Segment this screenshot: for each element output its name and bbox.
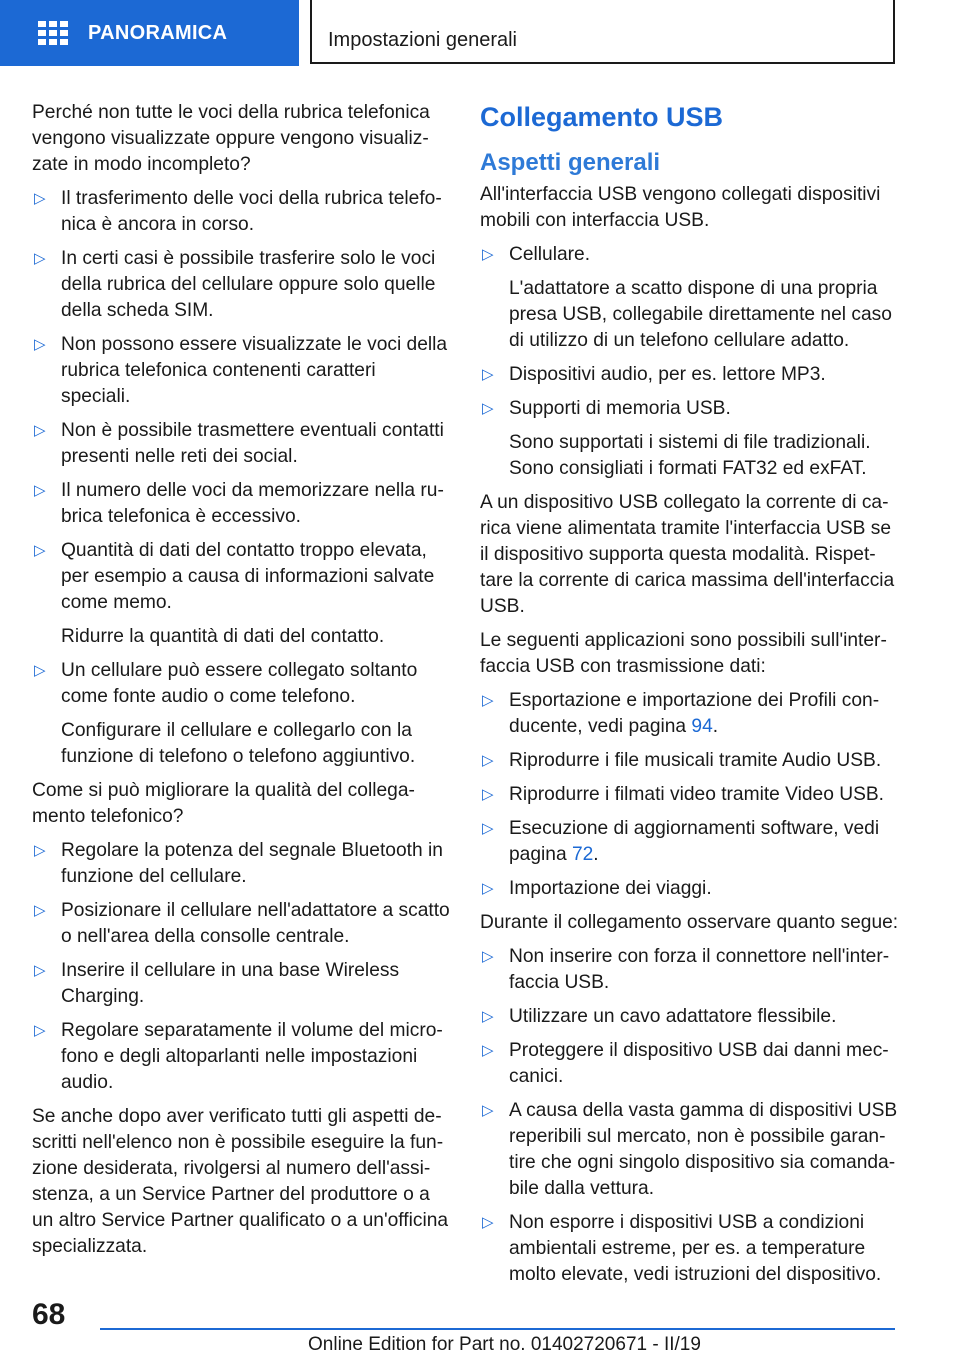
list-item: ▷ Riprodurre i filmati video tramite Video USB. [480, 782, 900, 808]
bullet-icon: ▷ [34, 190, 46, 207]
bullet-icon: ▷ [34, 422, 46, 439]
list-item: ▷ Cellulare. L'adattatore a scatto dispone di una propria presa USB, collegabile direttamente nel caso di utilizzo di un telefono cellulare adatto. [480, 242, 900, 354]
list-item-note: Ridurre la quantità di dati del contatto. [61, 626, 385, 647]
usb-applications-list [480, 688, 900, 902]
list-item: ▷ Dispositivi audio, per es. lettore MP3. [480, 362, 900, 388]
call-quality-list [32, 838, 450, 1096]
list-item: ▷ Riprodurre i file musicali tramite Audio USB. [480, 748, 900, 774]
list-item: ▷ Inserire il cellulare in una base Wireless Charging. [34, 960, 400, 1007]
bullet-icon: ▷ [34, 842, 46, 859]
charging-paragraph: A un dispositivo USB collegato la corrente di carica viene alimentata tramite l'interfaccia USB se il dispositivo supporta questa modalità. Rispettare la corrente di carica massima dell'interfaccia USB. [480, 492, 895, 617]
bullet-icon: ▷ [482, 786, 494, 803]
bullet-icon: ▷ [482, 1042, 494, 1059]
bullet-icon: ▷ [34, 482, 46, 499]
question-contacts: Perché non tutte le voci della rubrica telefonica vengono visualizzate oppure vengono visualizzate in modo incompleto? [32, 102, 430, 175]
list-item: ▷ A causa della vasta gamma di dispositivi USB reperibili sul mercato, non è possibile garantire che ogni singolo dispositivo sia comandabile dalla vettura. [482, 1100, 898, 1199]
bullet-icon: ▷ [482, 1102, 494, 1119]
overview-tab[interactable] [0, 0, 299, 66]
bullet-icon: ▷ [482, 692, 494, 709]
list-item: ▷ Non inserire con forza il connettore nell'interfaccia USB. [482, 946, 890, 993]
overview-tab-label: PANORAMICA [88, 21, 228, 44]
page-link-94[interactable]: 94 [691, 716, 713, 737]
bullet-icon: ▷ [482, 880, 494, 897]
list-item-note: Configurare il cellulare e collegarlo con la funzione di telefono o telefono aggiuntivo. [61, 720, 416, 767]
bullet-icon: ▷ [482, 246, 494, 263]
bullet-icon: ▷ [482, 752, 494, 769]
list-item: ▷ Supporti di memoria USB. Sono supportati i sistemi di file tradizionali. Sono consigliati i formati FAT32 ed exFAT. [480, 396, 900, 482]
list-item: ▷ Posizionare il cellulare nell'adattatore a scatto o nell'area della consolle centrale. [34, 900, 450, 947]
bullet-icon: ▷ [34, 250, 46, 267]
contacts-issues-list [32, 186, 450, 770]
list-item: ▷ Regolare la potenza del segnale Bluetooth in funzione del cellulare. [34, 840, 443, 887]
list-item: ▷ Un cellulare può essere collegato soltanto come fonte audio o come telefono. Configurare il cellulare e collegarlo con la funzione di telefono o telefono aggiuntivo. [32, 658, 450, 770]
left-column [32, 100, 450, 1268]
bullet-icon: ▷ [34, 662, 46, 679]
bullet-icon: ▷ [482, 948, 494, 965]
list-item: ▷ In certi casi è possibile trasferire solo le voci della rubrica del cellulare oppure solo quelle della scheda SIM. [34, 248, 436, 321]
question-call-quality: Come si può migliorare la qualità del collegamento telefonico? [32, 780, 415, 827]
list-item: ▷ Esecuzione di aggiornamenti software, vedi pagina 72. [482, 818, 880, 865]
usb-precautions-list [480, 944, 900, 1288]
bullet-icon: ▷ [482, 1008, 494, 1025]
bullet-icon: ▷ [34, 902, 46, 919]
grid-icon [38, 21, 68, 45]
closing-paragraph: Se anche dopo aver verificato tutti gli aspetti descritti nell'elenco non è possibile eseguire la funzione desiderata, rivolgersi al numero dell'assistenza, a un Service Partner del produttore o a un altro Service Partner qualificato o a un'officina specializzata. [32, 1106, 449, 1257]
bullet-icon: ▷ [34, 336, 46, 353]
page-link-72[interactable]: 72 [571, 844, 594, 865]
bullet-icon: ▷ [482, 1214, 494, 1231]
page-header [0, 0, 960, 66]
list-item: ▷ Non esporre i dispositivi USB a condizioni ambientali estreme, per es. a temperature molto elevate, vedi istruzioni del dispositivo. [482, 1212, 882, 1285]
bullet-icon: ▷ [34, 1022, 46, 1039]
bullet-icon: ▷ [482, 820, 494, 837]
list-item: ▷ Il numero delle voci da memorizzare nella rubrica telefonica è eccessivo. [34, 480, 444, 527]
usb-heading: Collegamento USB [480, 102, 724, 132]
right-column [480, 100, 900, 1296]
bullet-icon: ▷ [482, 400, 494, 417]
list-item-note: Sono supportati i sistemi di file tradizionali. Sono consigliati i formati FAT32 ed exFAT. [509, 432, 871, 479]
general-aspects-heading: Aspetti generali [480, 149, 661, 176]
list-item: ▷ Quantità di dati del contatto troppo elevata, per esempio a causa di informazioni salvate come memo. Ridurre la quantità di dati del contatto. [32, 538, 450, 650]
bullet-icon: ▷ [482, 366, 494, 383]
edition-footer: Online Edition for Part no. 01402720671 - II/19 [308, 1334, 701, 1355]
section-title: Impostazioni generali [310, 0, 895, 64]
bullet-icon: ▷ [34, 542, 46, 559]
list-item: ▷ Il trasferimento delle voci della rubrica telefonica è ancora in corso. [34, 188, 442, 235]
usb-devices-list [480, 242, 900, 482]
applications-paragraph: Le seguenti applicazioni sono possibili sull'interfaccia USB con trasmissione dati: [480, 630, 887, 677]
list-item: ▷ Regolare separatamente il volume del microfono e degli altoparlanti nelle impostazioni audio. [34, 1020, 443, 1093]
list-item: ▷ Importazione dei viaggi. [480, 876, 900, 902]
list-item: ▷ Esportazione e importazione dei Profili conducente, vedi pagina 94. [482, 690, 880, 737]
list-item: ▷ Proteggere il dispositivo USB dai danni meccanici. [482, 1040, 889, 1087]
list-item-note: L'adattatore a scatto dispone di una propria presa USB, collegabile direttamente nel caso di utilizzo di un telefono cellulare adatto. [509, 278, 892, 351]
list-item: ▷ Non è possibile trasmettere eventuali contatti presenti nelle reti dei social. [34, 420, 444, 467]
list-item: ▷ Non possono essere visualizzate le voci della rubrica telefonica contenenti caratteri speciali. [34, 334, 448, 407]
bullet-icon: ▷ [34, 962, 46, 979]
footer-divider [100, 1328, 895, 1330]
usb-intro: All'interfaccia USB vengono collegati dispositivi mobili con interfaccia USB. [480, 184, 881, 231]
list-item: ▷ Utilizzare un cavo adattatore flessibile. [480, 1004, 900, 1030]
page-number: 68 [32, 1298, 66, 1331]
precautions-paragraph: Durante il collegamento osservare quanto segue: [480, 912, 899, 933]
